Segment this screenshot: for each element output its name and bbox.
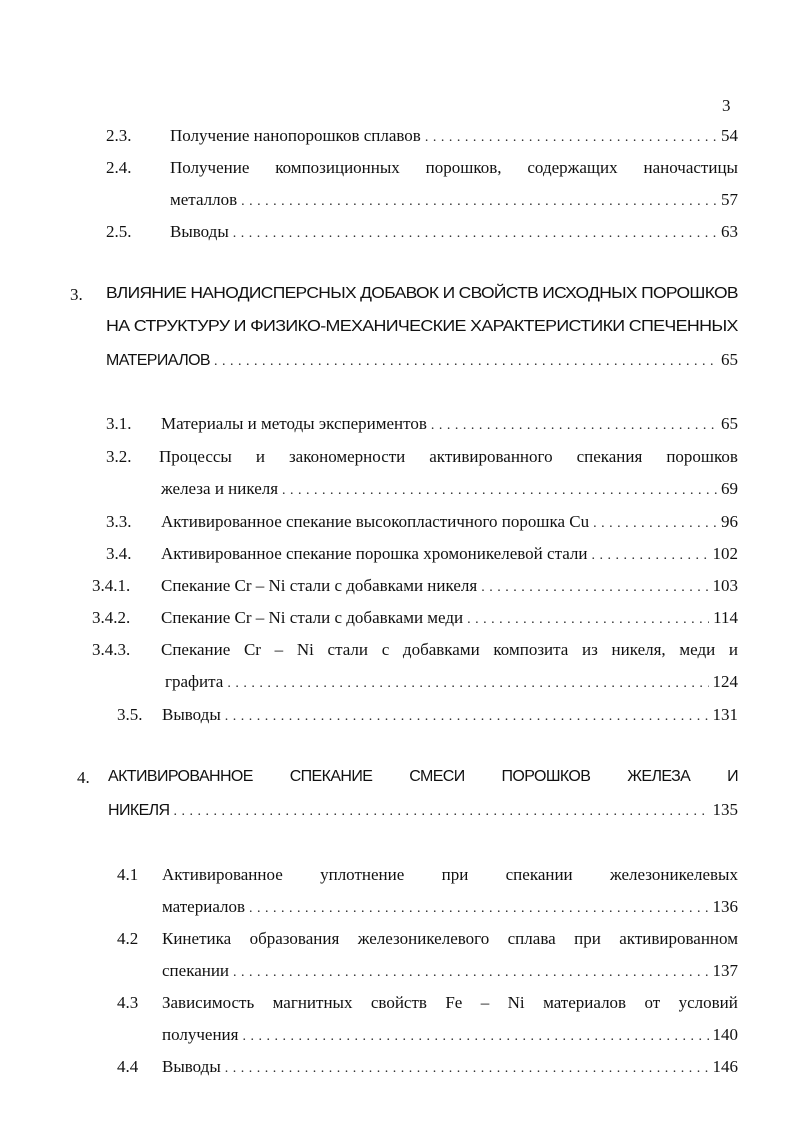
entry-number: 3.1. bbox=[106, 414, 132, 433]
word: содержащих bbox=[527, 158, 618, 177]
word: Ni bbox=[296, 640, 314, 659]
dot-leader bbox=[249, 901, 708, 917]
word: активированного bbox=[429, 447, 553, 466]
toc-entry-4-1-line2[interactable] bbox=[162, 897, 738, 919]
dot-leader bbox=[214, 354, 717, 370]
word: И bbox=[727, 768, 738, 785]
word: композита bbox=[493, 640, 569, 659]
entry-page: 146 bbox=[712, 1057, 738, 1076]
word: при bbox=[441, 865, 469, 884]
word: Ni bbox=[507, 993, 525, 1012]
dot-leader bbox=[282, 483, 717, 499]
entry-page: 69 bbox=[721, 479, 738, 498]
word: с bbox=[381, 640, 390, 659]
entry-page: 135 bbox=[712, 800, 738, 819]
chapter-3-title-line2[interactable]: НА СТРУКТУРУ И ФИЗИКО-МЕХАНИЧЕСКИЕ ХАРАКТЕРИСТИКИ СПЕЧЕННЫХ bbox=[106, 318, 738, 335]
word: спекания bbox=[576, 447, 643, 466]
word: СМЕСИ bbox=[409, 768, 465, 785]
entry-page: 131 bbox=[712, 705, 738, 724]
entry-title: Спекание Cr – Ni стали с добавками меди bbox=[161, 608, 464, 627]
entry-page: 57 bbox=[721, 190, 738, 209]
dot-leader bbox=[481, 580, 708, 596]
entry-page: 140 bbox=[712, 1025, 738, 1044]
dot-leader bbox=[233, 965, 708, 981]
toc-entry-3-4[interactable] bbox=[161, 544, 738, 566]
word: Fe bbox=[445, 993, 463, 1012]
word: АКТИВИРОВАННОЕ bbox=[108, 768, 253, 785]
entry-number: 2.3. bbox=[106, 126, 132, 145]
word: из bbox=[582, 640, 598, 659]
dot-leader bbox=[233, 226, 717, 242]
toc-entry-3-4-2[interactable] bbox=[161, 608, 738, 630]
dot-leader bbox=[227, 676, 708, 692]
page-number: 3 bbox=[722, 96, 731, 115]
entry-page: 124 bbox=[712, 672, 738, 691]
entry-title-cont: металлов bbox=[170, 190, 238, 209]
toc-entry-3-2-line1[interactable] bbox=[159, 447, 738, 469]
word: Кинетика bbox=[162, 929, 232, 948]
toc-entry-3-3[interactable] bbox=[161, 512, 738, 534]
word: уплотнение bbox=[320, 865, 405, 884]
word: меди bbox=[679, 640, 716, 659]
word: спекании bbox=[505, 865, 573, 884]
toc-entry-2-3[interactable] bbox=[170, 126, 738, 148]
word: Получение bbox=[170, 158, 250, 177]
word: СПЕКАНИЕ bbox=[289, 768, 373, 785]
entry-number: 3.3. bbox=[106, 512, 132, 531]
dot-leader bbox=[467, 612, 709, 628]
word: порошков, bbox=[425, 158, 502, 177]
word: активированном bbox=[619, 929, 738, 948]
entry-number: 3.4.1. bbox=[92, 576, 131, 595]
dot-leader bbox=[225, 1061, 709, 1077]
word: стали bbox=[327, 640, 368, 659]
word: условий bbox=[678, 993, 738, 1012]
word: наночастицы bbox=[643, 158, 738, 177]
entry-title: Получение нанопорошков сплавов bbox=[170, 126, 421, 145]
entry-number: 3.2. bbox=[106, 447, 132, 466]
entry-number: 4.4 bbox=[117, 1057, 139, 1076]
chapter-number: 3. bbox=[70, 285, 83, 304]
word: композиционных bbox=[275, 158, 400, 177]
word: и bbox=[255, 447, 265, 466]
word: Зависимость bbox=[162, 993, 255, 1012]
entry-page: 65 bbox=[721, 350, 738, 369]
dot-leader bbox=[431, 418, 717, 434]
entry-page: 96 bbox=[721, 512, 738, 531]
toc-entry-4-2-line2[interactable] bbox=[162, 961, 738, 983]
toc-entry-2-5[interactable] bbox=[170, 222, 738, 244]
word: сплава bbox=[507, 929, 556, 948]
toc-entry-4-1-line1[interactable] bbox=[162, 865, 738, 887]
word: железоникелевых bbox=[609, 865, 738, 884]
entry-title: Выводы bbox=[162, 1057, 221, 1076]
entry-title-cont: графита bbox=[165, 672, 224, 691]
word: – bbox=[274, 640, 284, 659]
entry-title: Материалы и методы экспериментов bbox=[161, 414, 427, 433]
word: Активированное bbox=[162, 865, 283, 884]
word: закономерности bbox=[288, 447, 406, 466]
dot-leader bbox=[225, 709, 709, 725]
word: от bbox=[644, 993, 661, 1012]
word: добавками bbox=[402, 640, 480, 659]
toc-entry-3-2-line2[interactable] bbox=[161, 479, 738, 501]
dot-leader bbox=[425, 130, 717, 146]
entry-number: 4.2 bbox=[117, 929, 139, 948]
toc-entry-3-4-3-line2[interactable] bbox=[165, 672, 738, 694]
chapter-3-title-line3[interactable] bbox=[106, 350, 738, 372]
word: Спекание bbox=[161, 640, 231, 659]
dot-leader bbox=[591, 548, 708, 564]
entry-number: 4.3 bbox=[117, 993, 139, 1012]
entry-number: 2.4. bbox=[106, 158, 132, 177]
toc-entry-3-4-3-line1[interactable] bbox=[161, 640, 738, 662]
word: при bbox=[574, 929, 601, 948]
word: магнитных bbox=[272, 993, 353, 1012]
entry-title: Выводы bbox=[170, 222, 229, 241]
chapter-4-title-line2[interactable] bbox=[108, 800, 738, 822]
word: материалов bbox=[543, 993, 627, 1012]
toc-entry-4-3-line1[interactable] bbox=[162, 993, 738, 1015]
entry-title: Активированное спекание высокопластичного порошка Cu bbox=[161, 512, 590, 531]
chapter-4-title-line1[interactable] bbox=[108, 768, 738, 790]
entry-page: 102 bbox=[712, 544, 738, 563]
entry-page: 103 bbox=[712, 576, 738, 595]
word: ЖЕЛЕЗА bbox=[627, 768, 691, 785]
entry-number: 3.4.3. bbox=[92, 640, 131, 659]
dot-leader bbox=[593, 516, 717, 532]
toc-entry-3-4-1[interactable] bbox=[161, 576, 738, 598]
entry-number: 3.4.2. bbox=[92, 608, 131, 627]
entry-number: 3.4. bbox=[106, 544, 132, 563]
entry-page: 136 bbox=[712, 897, 738, 916]
word: порошков bbox=[666, 447, 738, 466]
toc-entry-4-3-line2[interactable] bbox=[162, 1025, 738, 1047]
word: Cr bbox=[243, 640, 261, 659]
word: никеля, bbox=[611, 640, 666, 659]
toc-entry-3-1[interactable] bbox=[161, 414, 738, 436]
entry-title-cont: железа и никеля bbox=[161, 479, 279, 498]
word: свойств bbox=[370, 993, 427, 1012]
entry-number: 2.5. bbox=[106, 222, 132, 241]
entry-page: 65 bbox=[721, 414, 738, 433]
word: образования bbox=[249, 929, 340, 948]
toc-entry-4-2-line1[interactable] bbox=[162, 929, 738, 951]
entry-title: Спекание Cr – Ni стали с добавками никеля bbox=[161, 576, 478, 595]
toc-entry-2-4-line1[interactable] bbox=[170, 158, 738, 180]
word: Процессы bbox=[159, 447, 232, 466]
dot-leader bbox=[242, 1029, 708, 1045]
entry-title-cont: МАТЕРИАЛОВ bbox=[106, 352, 211, 369]
chapter-3-title-line1[interactable]: ВЛИЯНИЕ НАНОДИСПЕРСНЫХ ДОБАВОК И СВОЙСТВ ИСХОДНЫХ ПОРОШКОВ bbox=[106, 285, 738, 302]
dot-leader bbox=[174, 804, 709, 820]
word: железоникелевого bbox=[357, 929, 490, 948]
word: – bbox=[480, 993, 490, 1012]
entry-page: 54 bbox=[721, 126, 738, 145]
toc-entry-3-5[interactable] bbox=[162, 705, 738, 727]
toc-entry-2-4-line2[interactable] bbox=[170, 190, 738, 212]
entry-number: 3.5. bbox=[117, 705, 143, 724]
entry-page: 63 bbox=[721, 222, 738, 241]
entry-page: 114 bbox=[713, 608, 738, 627]
word: и bbox=[728, 640, 738, 659]
word: ПОРОШКОВ bbox=[501, 768, 591, 785]
entry-title: Активированное спекание порошка хромоникелевой стали bbox=[161, 544, 588, 563]
entry-number: 4.1 bbox=[117, 865, 139, 884]
entry-page: 137 bbox=[712, 961, 738, 980]
entry-title-cont: материалов bbox=[162, 897, 246, 916]
entry-title-cont: НИКЕЛЯ bbox=[108, 802, 170, 819]
entry-title-cont: спекании bbox=[162, 961, 230, 980]
toc-entry-4-4[interactable] bbox=[162, 1057, 738, 1079]
entry-title: Выводы bbox=[162, 705, 221, 724]
chapter-number: 4. bbox=[77, 768, 90, 787]
entry-title-cont: получения bbox=[162, 1025, 239, 1044]
dot-leader bbox=[241, 194, 717, 210]
